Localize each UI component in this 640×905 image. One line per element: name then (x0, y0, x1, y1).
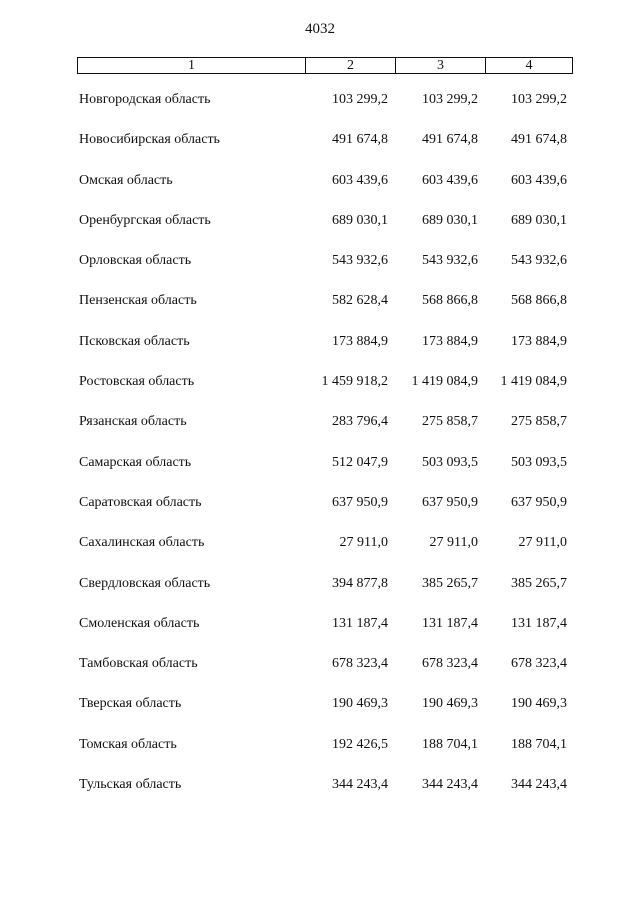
region-name: Оренбургская область (79, 212, 211, 228)
column-header-row (77, 57, 573, 74)
value-column-3: 678 323,4 (422, 656, 478, 672)
table-row (0, 694, 640, 734)
table-row (0, 171, 640, 211)
region-name: Тверская область (79, 696, 182, 712)
value-column-2: 192 426,5 (332, 736, 388, 752)
value-column-2: 394 877,8 (332, 575, 388, 591)
value-column-2: 491 674,8 (332, 132, 388, 148)
column-header-4: 4 (485, 58, 572, 73)
value-column-4: 344 243,4 (511, 777, 567, 793)
value-column-4: 131 187,4 (511, 615, 567, 631)
value-column-4: 188 704,1 (511, 736, 567, 752)
value-column-4: 491 674,8 (511, 132, 567, 148)
region-name: Саратовская область (79, 494, 202, 510)
value-column-3: 503 093,5 (422, 454, 478, 470)
value-column-4: 173 884,9 (511, 333, 567, 349)
region-name: Сахалинская область (79, 535, 205, 551)
region-name: Пензенская область (79, 293, 197, 309)
value-column-4: 603 439,6 (511, 172, 567, 188)
region-name: Тульская область (79, 777, 182, 793)
column-header-2: 2 (305, 58, 395, 73)
value-column-2: 283 796,4 (332, 414, 388, 430)
table-row (0, 493, 640, 533)
table-row (0, 332, 640, 372)
column-header-1: 1 (188, 58, 195, 73)
value-column-4: 190 469,3 (511, 696, 567, 712)
value-column-4: 689 030,1 (511, 212, 567, 228)
value-column-3: 385 265,7 (422, 575, 478, 591)
region-name: Новосибирская область (79, 132, 220, 148)
value-column-3: 491 674,8 (422, 132, 478, 148)
value-column-2: 678 323,4 (332, 656, 388, 672)
table-body (0, 90, 640, 815)
value-column-3: 275 858,7 (422, 414, 478, 430)
table-row (0, 251, 640, 291)
table-row (0, 130, 640, 170)
value-column-2: 543 932,6 (332, 253, 388, 269)
value-column-2: 131 187,4 (332, 615, 388, 631)
value-column-4: 637 950,9 (511, 494, 567, 510)
value-column-2: 103 299,2 (332, 92, 388, 107)
value-column-2: 344 243,4 (332, 777, 388, 793)
value-column-3: 188 704,1 (422, 736, 478, 752)
value-column-3: 190 469,3 (422, 696, 478, 712)
value-column-4: 543 932,6 (511, 253, 567, 269)
value-column-2: 637 950,9 (332, 494, 388, 510)
region-name: Свердловская область (79, 575, 211, 591)
region-name: Самарская область (79, 454, 192, 470)
table-row (0, 614, 640, 654)
value-column-4: 27 911,0 (518, 535, 567, 551)
region-name: Смоленская область (79, 615, 200, 631)
value-column-2: 1 459 918,2 (321, 374, 388, 390)
value-column-3: 344 243,4 (422, 777, 478, 793)
value-column-4: 385 265,7 (511, 575, 567, 591)
region-name: Ростовская область (79, 374, 195, 390)
table-row (0, 291, 640, 331)
value-column-2: 173 884,9 (332, 333, 388, 349)
region-name: Новгородская область (79, 92, 211, 107)
table-row (0, 735, 640, 775)
value-column-3: 27 911,0 (429, 535, 478, 551)
region-name: Томская область (79, 736, 177, 752)
value-column-4: 503 093,5 (511, 454, 567, 470)
value-column-3: 543 932,6 (422, 253, 478, 269)
value-column-4: 678 323,4 (511, 656, 567, 672)
value-column-3: 603 439,6 (422, 172, 478, 188)
value-column-2: 512 047,9 (332, 454, 388, 470)
value-column-3: 173 884,9 (422, 333, 478, 349)
value-column-2: 582 628,4 (332, 293, 388, 309)
value-column-2: 689 030,1 (332, 212, 388, 228)
page-number: 4032 (305, 21, 335, 37)
value-column-3: 689 030,1 (422, 212, 478, 228)
table-row (0, 654, 640, 694)
value-column-2: 603 439,6 (332, 172, 388, 188)
value-column-3: 1 419 084,9 (411, 374, 478, 390)
table-row (0, 412, 640, 452)
table-row (0, 533, 640, 573)
region-name: Псковская область (79, 333, 190, 349)
column-header-3: 3 (395, 58, 485, 73)
value-column-4: 275 858,7 (511, 414, 567, 430)
region-name: Тамбовская область (79, 656, 198, 672)
region-name: Рязанская область (79, 414, 187, 430)
value-column-4: 103 299,2 (511, 92, 567, 107)
table-row (0, 90, 640, 130)
table-row (0, 453, 640, 493)
table-row (0, 775, 640, 815)
value-column-3: 637 950,9 (422, 494, 478, 510)
region-name: Орловская область (79, 253, 192, 269)
table-row (0, 372, 640, 412)
value-column-3: 568 866,8 (422, 293, 478, 309)
value-column-4: 568 866,8 (511, 293, 567, 309)
value-column-4: 1 419 084,9 (500, 374, 567, 390)
value-column-3: 131 187,4 (422, 615, 478, 631)
value-column-2: 27 911,0 (339, 535, 388, 551)
value-column-2: 190 469,3 (332, 696, 388, 712)
table-row (0, 211, 640, 251)
value-column-3: 103 299,2 (422, 92, 478, 107)
region-name: Омская область (79, 172, 173, 188)
table-row (0, 574, 640, 614)
